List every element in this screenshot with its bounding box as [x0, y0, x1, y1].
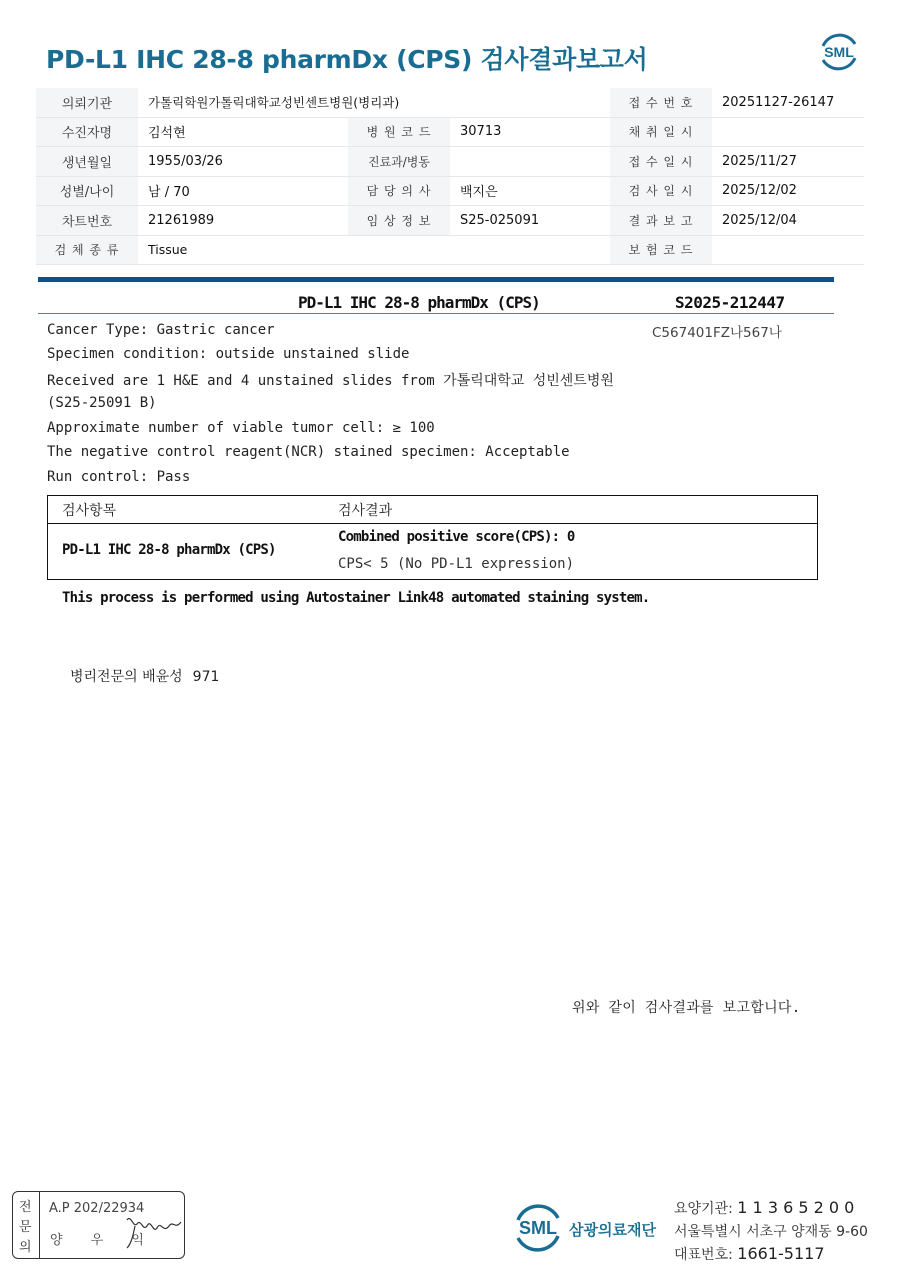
report-number: S2025-212447: [675, 293, 785, 312]
pathologist-name: 병리전문의 배윤성: [70, 669, 183, 685]
specialist-stamp: [12, 1191, 185, 1259]
report-line: Received are 1 H&E and 4 unstained slides from 가톨릭대학교 성빈센트병원: [47, 373, 614, 389]
report-line: (S25-25091 B): [47, 395, 157, 411]
label-chart-no: 차트번호: [36, 206, 138, 236]
section-divider: [38, 277, 834, 282]
info-row: [36, 235, 864, 265]
label-clinical-info: 임 상 정 보: [348, 206, 450, 236]
stamp-side-char: 전: [19, 1200, 32, 1215]
foundation-name: 삼광의료재단: [569, 1221, 656, 1239]
label-physician: 담 당 의 사: [348, 176, 450, 206]
signature-icon: [123, 1210, 185, 1252]
test-result-interpretation: CPS< 5 (No PD-L1 expression): [338, 556, 575, 572]
info-row: [36, 88, 864, 117]
label-birth-date: 생년월일: [36, 147, 138, 177]
patient-info-table: [36, 88, 864, 265]
report-line: Approximate number of viable tumor cell: ≥ 100: [47, 420, 435, 436]
label-accession-no: 접 수 번 호: [610, 88, 712, 117]
sml-foundation-logo: [508, 1198, 568, 1258]
phone-label: 대표번호:: [674, 1247, 733, 1263]
value-sex-age: 남 / 70: [138, 176, 348, 206]
test-item-name: PD-L1 IHC 28-8 pharmDx (CPS): [62, 542, 276, 558]
value-insurance-code: [712, 235, 864, 265]
label-patient-name: 수진자명: [36, 117, 138, 147]
phone: [674, 1244, 825, 1264]
label-received-date: 접 수 일 시: [610, 147, 712, 177]
sml-logo-text: SML: [824, 44, 854, 60]
sml-foundation-logo-text: SML: [519, 1218, 557, 1238]
address-text: 서울특별시 서초구 양재동 9-60: [674, 1224, 868, 1240]
col-test-item: 검사항목: [62, 503, 117, 519]
stamp-name: 양 우 익: [50, 1233, 156, 1248]
report-code: C567401FZ나567나: [652, 325, 782, 341]
value-hospital-code: 30713: [450, 117, 610, 147]
institution-code: [674, 1198, 854, 1218]
report-header-line: [38, 313, 834, 314]
process-note: This process is performed using Autostainer Link48 automated staining system.: [62, 590, 650, 606]
value-accession-no: 20251127-26147: [712, 88, 864, 117]
pathologist-signoff: [70, 666, 219, 686]
label-collection-date: 채 취 일 시: [610, 117, 712, 147]
report-line: Run control: Pass: [47, 469, 191, 485]
label-hospital-code: 병 원 코 드: [348, 117, 450, 147]
page-title: PD-L1 IHC 28-8 pharmDx (CPS) 검사결과보고서: [46, 45, 648, 74]
stamp-side-char: 문: [19, 1220, 32, 1235]
info-row: [36, 176, 864, 206]
phone-value: 1661-5117: [737, 1244, 825, 1263]
report-line: Specimen condition: outside unstained slide: [47, 346, 410, 362]
label-insurance-code: 보 험 코 드: [610, 235, 712, 265]
stamp-side-char: 의: [19, 1240, 32, 1255]
stamp-side-label: [13, 1192, 40, 1258]
label-test-date: 검 사 일 시: [610, 176, 712, 206]
value-received-date: 2025/11/27: [712, 147, 864, 177]
institution-code-label: 요양기관:: [674, 1201, 733, 1217]
value-test-date: 2025/12/02: [712, 176, 864, 206]
col-test-result: 검사결과: [338, 503, 393, 519]
value-patient-name: 김석현: [138, 117, 348, 147]
value-specimen-type: Tissue: [138, 235, 610, 265]
label-department: 진료과/병동: [348, 147, 450, 177]
test-result-score: Combined positive score(CPS): 0: [338, 529, 575, 545]
institution-code-value: 1 1 3 6 5 2 0 0: [737, 1198, 855, 1217]
result-table: [47, 495, 818, 580]
info-row: [36, 117, 864, 147]
info-row: [36, 147, 864, 177]
label-report-date: 결 과 보 고: [610, 206, 712, 236]
result-table-header: [48, 496, 817, 524]
value-clinical-info: S25-025091: [450, 206, 610, 236]
value-department: [450, 147, 610, 177]
report-title: PD-L1 IHC 28-8 pharmDx (CPS): [298, 293, 540, 312]
label-sex-age: 성별/나이: [36, 176, 138, 206]
value-birth-date: 1955/03/26: [138, 147, 348, 177]
value-collection-date: [712, 117, 864, 147]
value-requesting-org: 가톨릭학원가톨릭대학교성빈센트병원(병리과): [138, 88, 610, 117]
value-report-date: 2025/12/04: [712, 206, 864, 236]
label-specimen-type: 검 체 종 류: [36, 235, 138, 265]
info-row: [36, 206, 864, 236]
closing-statement: 위와 같이 검사결과를 보고합니다.: [572, 1000, 801, 1016]
value-physician: 백지은: [450, 176, 610, 206]
sml-logo: [815, 28, 863, 76]
address: [674, 1221, 868, 1241]
label-requesting-org: 의뢰기관: [36, 88, 138, 117]
report-line: The negative control reagent(NCR) stained specimen: Acceptable: [47, 444, 570, 460]
report-line: Cancer Type: Gastric cancer: [47, 322, 275, 338]
value-chart-no: 21261989: [138, 206, 348, 236]
pathologist-number: 971: [192, 669, 220, 685]
stamp-license-no: A.P 202/22934: [49, 1201, 145, 1216]
